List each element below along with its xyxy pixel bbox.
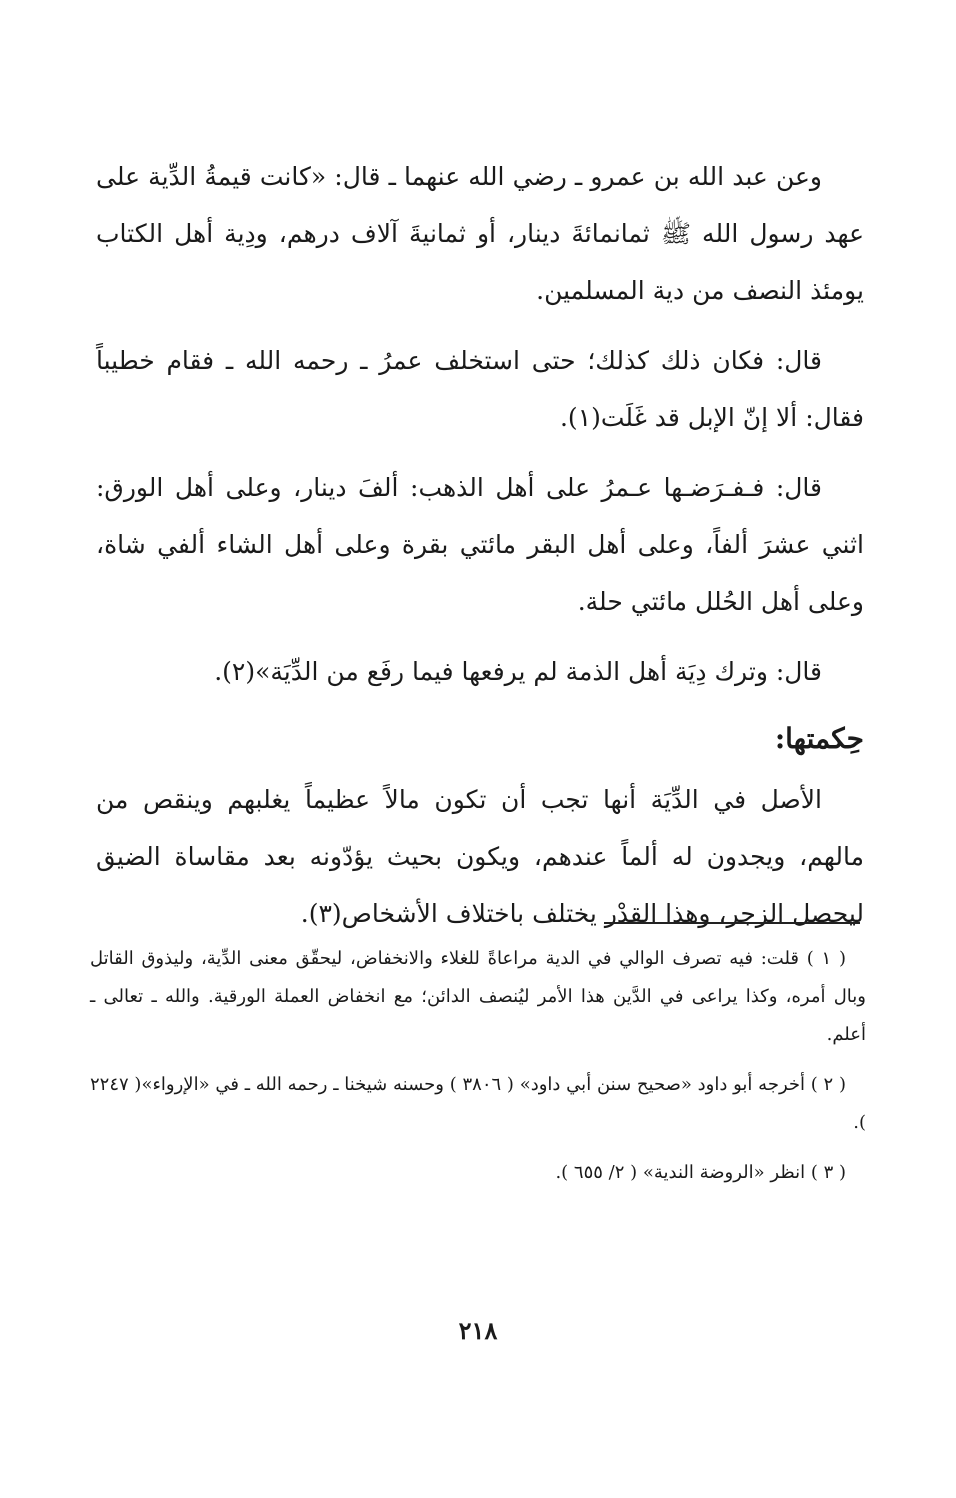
page-number: ٢١٨	[458, 1316, 498, 1345]
paragraph-diya-amounts: قال: فـفـرَضـها عـمرُ على أهل الذهب: ألفَ دينار، وعلى أهل الورق: اثني عشرَ ألفاً، وعلى أهل البقر مائتي بقرة وعلى أهل الشاء ألفي شاة، وعلى أهل الحُلل مائتي حلة.	[96, 473, 864, 616]
paragraph-wisdom: الأصل في الدِّيَة أنها تجب أن تكون مالاً عظيماً يغلبهم وينقص من مالهم، ويجدون له ألماً عندهم، ويكون بحيث يؤدّونه بعد مقاساة الضيق ليحصل الزجر، وهذا القدْر يختلف باختلاف الأشخاص(٣).	[96, 785, 864, 928]
footnote-1: ( ١ ) قلت: فيه تصرف الوالي في الدية مراعاةً للغلاء والانخفاض، ليحقّق معنى الدِّية، وليذوق القاتل وبال أمره، وكذا يراعى في الدَّين هذا الأمر ليُنصف الدائن؛ مع انخفاض العملة الورقية. والله ـ تعالى ـ أعلم.	[90, 948, 866, 1045]
footnote-3: ( ٣ ) انظر «الروضة الندية» ( ٢/ ٦٥٥ ).	[555, 1162, 846, 1183]
paragraph-dhimma: قال: وترك دِيَة أهل الذمة لم يرفعها فيما رفَع من الدِّيَة»(٢).	[214, 657, 822, 686]
paragraph-hadith-intro: وعن عبد الله بن عمرو ـ رضي الله عنهما ـ قال: «كانت قيمةُ الدِّية على عهد رسول الله ﷺ ثمانمائةَ دينار، أو ثمانيةَ آلاف درهم، ودِية أهل الكتاب يومئذ النصف من دية المسلمين.	[96, 162, 864, 305]
main-text	[96, 148, 864, 955]
footnotes	[90, 940, 866, 1204]
footnote-2: ( ٢ ) أخرجه أبو داود «صحيح سنن أبي داود» ( ٣٨٠٦ ) وحسنه شيخنا ـ رحمه الله ـ في «الإرواء»( ٢٢٤٧ ).	[90, 1074, 866, 1133]
paragraph-umar-speech: قال: فكان ذلك كذلك؛ حتى استخلف عمرُ ـ رحمه الله ـ فقام خطيباً فقال: ألا إنّ الإبل قد غَلَت(١).	[96, 346, 864, 432]
footnote-divider	[604, 922, 860, 924]
section-heading: حِكمتها:	[774, 722, 864, 755]
